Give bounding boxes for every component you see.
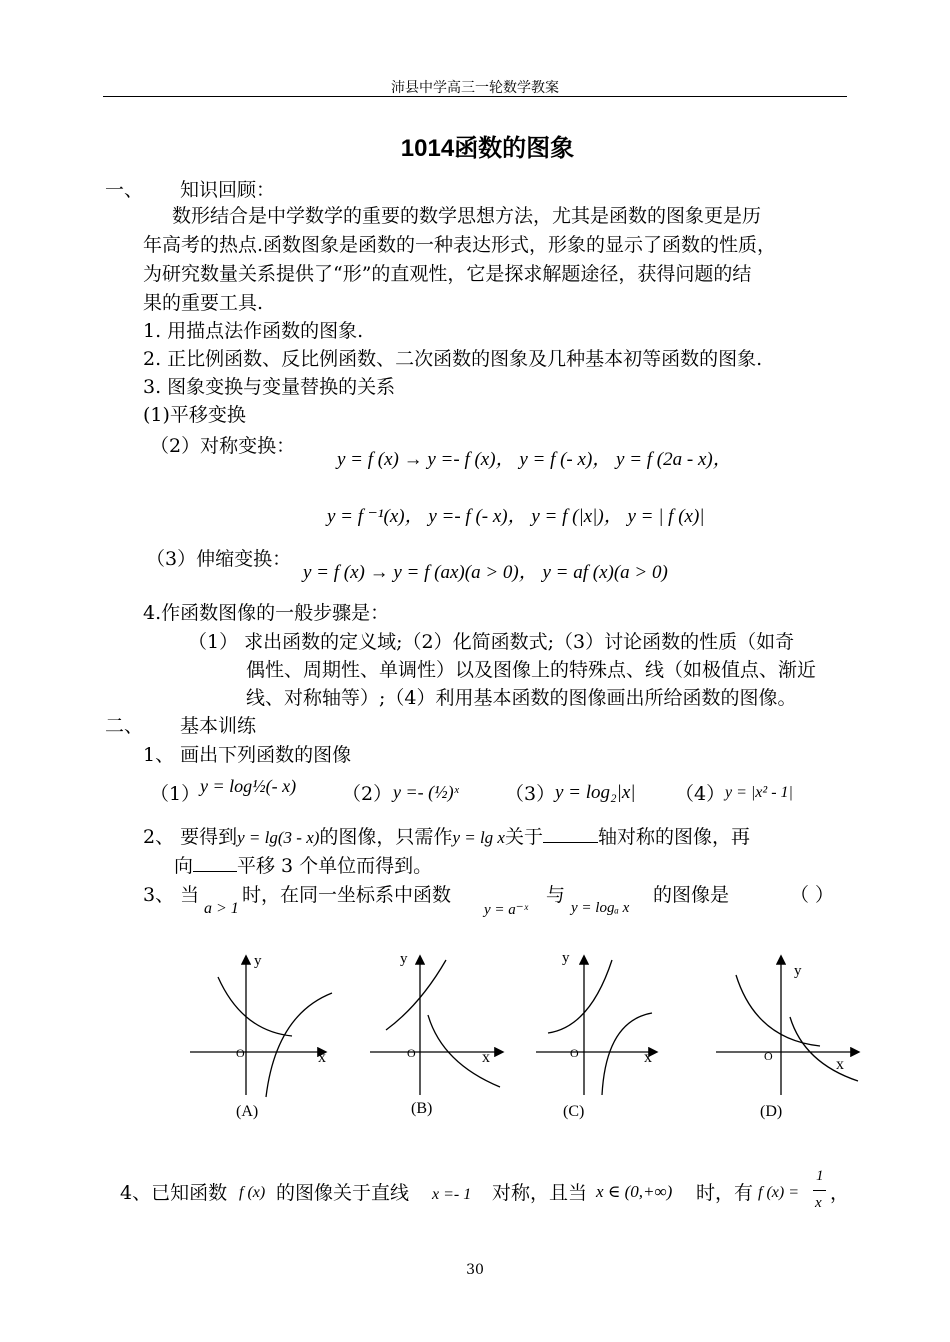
q3-function-2: y = logₐ x [571,900,630,916]
page-number: 30 [466,1262,484,1278]
q2-mid2: 关于 [504,826,543,848]
page-title: 1014函数的图象 [400,135,575,162]
step4-title: 4.作函数图像的一般步骤是： [143,602,390,624]
origin-label: O [407,1046,416,1060]
y-axis-label: y [400,951,408,967]
page-header: 沛县中学高三一轮数学教案 [391,80,559,96]
q1-part-2-label: （2） [342,783,393,805]
q3-mid1: 时，在同一坐标系中函数 [242,884,452,906]
q3-condition: a > 1 [204,900,239,917]
q3-answer-bracket[interactable]: （ ） [790,884,835,906]
q4-fraction-numerator: 1 [816,1168,824,1184]
logarithm-curve [266,993,332,1097]
stretch-formula: y = f (x) → y = f (ax)(a > 0)， y = af (x)(a > 0) [303,562,668,583]
x-axis-label: x [318,1049,326,1066]
graph-b [362,945,522,1105]
intro-line-1: 数形结合是中学数学的重要的数学思想方法，尤其是函数的图象更是历 [172,205,762,227]
symmetry-label: （2）对称变换： [150,435,296,457]
intro-line-4: 果的重要工具. [143,292,264,314]
q4-mid2: 对称，且当 [492,1182,588,1204]
intro-line-2: 年高考的热点.函数图象是函数的一种表达形式，形象的显示了函数的性质， [143,234,777,256]
q1-part-1-formula: y = log½(- x) [200,776,297,796]
q4-function: f (x) [239,1184,266,1201]
section1-number: 一、 [105,179,144,201]
symmetry-formulas-row1: y = f (x) → y =- f (x)， y = f (- x)， y = f (2a - x)， [337,449,732,470]
list-item-2: 2. 正比例函数、反比例函数、二次函数的图象及几种基本初等函数的图象. [143,348,763,370]
intro-line-3: 为研究数量关系提供了“形”的直观性，它是探求解题途径，获得问题的结 [143,263,752,285]
graph-a-caption: (A) [236,1103,259,1120]
q1-part-3-label: （3） [505,783,556,805]
graph-c-caption: (C) [563,1103,585,1120]
q2-formula-a: y = lg(3 - x) [237,828,320,847]
x-axis-label: x [836,1056,844,1073]
exponential-curve [218,977,292,1036]
x-axis-label: x [482,1049,490,1066]
origin-label: O [236,1046,245,1060]
graph-c [528,945,688,1105]
graph-b-caption: (B) [411,1100,433,1117]
exponential-curve [736,975,820,1046]
q3-function-1: y = a⁻ˣ [484,902,528,918]
question-1: 1、 画出下列函数的图像 [143,744,352,766]
y-axis-label: y [562,950,570,966]
q3-mid2: 与 [546,884,566,906]
q4-fraction-bar [813,1190,826,1191]
q1-part-3-formula: y = log₂|x| [555,782,636,803]
q1-part-4-label: （4） [675,783,726,805]
y-axis-label: y [794,963,802,979]
q4-mid3: 时，有 [696,1182,754,1204]
symmetry-formulas-row2: y = f ⁻¹(x)， y =- f (- x)， y = f (|x|)， y = | f (x)| [327,506,705,527]
q4-mid1: 的图像关于直线 [276,1182,410,1204]
q4-line: x =- 1 [432,1186,472,1203]
q1-part-4-formula: y = |x² - 1| [725,784,793,801]
header-rule [103,96,847,97]
q4-expression: f (x) = [758,1184,799,1201]
x-axis-label: x [644,1049,652,1066]
q2-mid1: 的图像，只需作 [319,826,453,848]
q4-end: ， [830,1182,850,1204]
list-item-3: 3. 图象变换与变量替换的关系 [143,376,396,398]
graph-d-caption: (D) [760,1103,783,1120]
q2-prefix: 2、 要得到 [143,826,238,848]
question-4-prefix: 4、已知函数 [120,1182,228,1204]
list-item-1: 1. 用描点法作函数的图象. [143,320,364,342]
q4-fraction-denominator: x [815,1195,822,1211]
q1-part-2-formula: y =- (½)ˣ [393,782,459,802]
q2-after-blank1: 轴对称的图像，再 [598,826,751,848]
exponential-curve [548,960,612,1033]
exponential-curve [386,960,446,1030]
q3-suffix: 的图像是 [653,884,730,906]
step4-line-1: （1） 求出函数的定义域;（2）化简函数式;（3）讨论函数的性质（如奇 [188,631,795,653]
stretch-label: （3）伸缩变换： [146,548,292,570]
q2-line2-suffix: 平移 3 个单位而得到。 [237,855,433,877]
graph-d [708,945,868,1105]
logarithm-curve [790,1017,858,1081]
step4-line-2: 偶性、周期性、单调性）以及图像上的特殊点、线（如极值点、渐近 [246,659,817,681]
q2-line2-prefix: 向 [174,855,194,877]
q2-formula-b: y = lg x [452,828,505,847]
q2-answer-blank-1[interactable] [543,824,598,843]
q4-condition: x ∈ (0,+∞) [596,1182,673,1201]
q2-answer-blank-2[interactable] [193,853,237,872]
origin-label: O [570,1046,579,1060]
q1-part-1-label: （1） [150,783,201,805]
section2-heading: 基本训练 [180,715,257,737]
y-axis-label: y [254,953,262,969]
graph-a [180,945,340,1105]
translation-label: (1)平移变换 [143,404,246,426]
question-2-line-1 [143,824,750,851]
step4-line-3: 线、对称轴等）;（4）利用基本函数的图像画出所给函数的图像。 [246,687,797,709]
question-3-prefix: 3、 当 [143,884,200,906]
origin-label: O [764,1049,773,1063]
section2-number: 二、 [105,715,144,737]
question-2-line-2 [174,853,432,879]
section1-heading: 知识回顾： [180,179,276,201]
